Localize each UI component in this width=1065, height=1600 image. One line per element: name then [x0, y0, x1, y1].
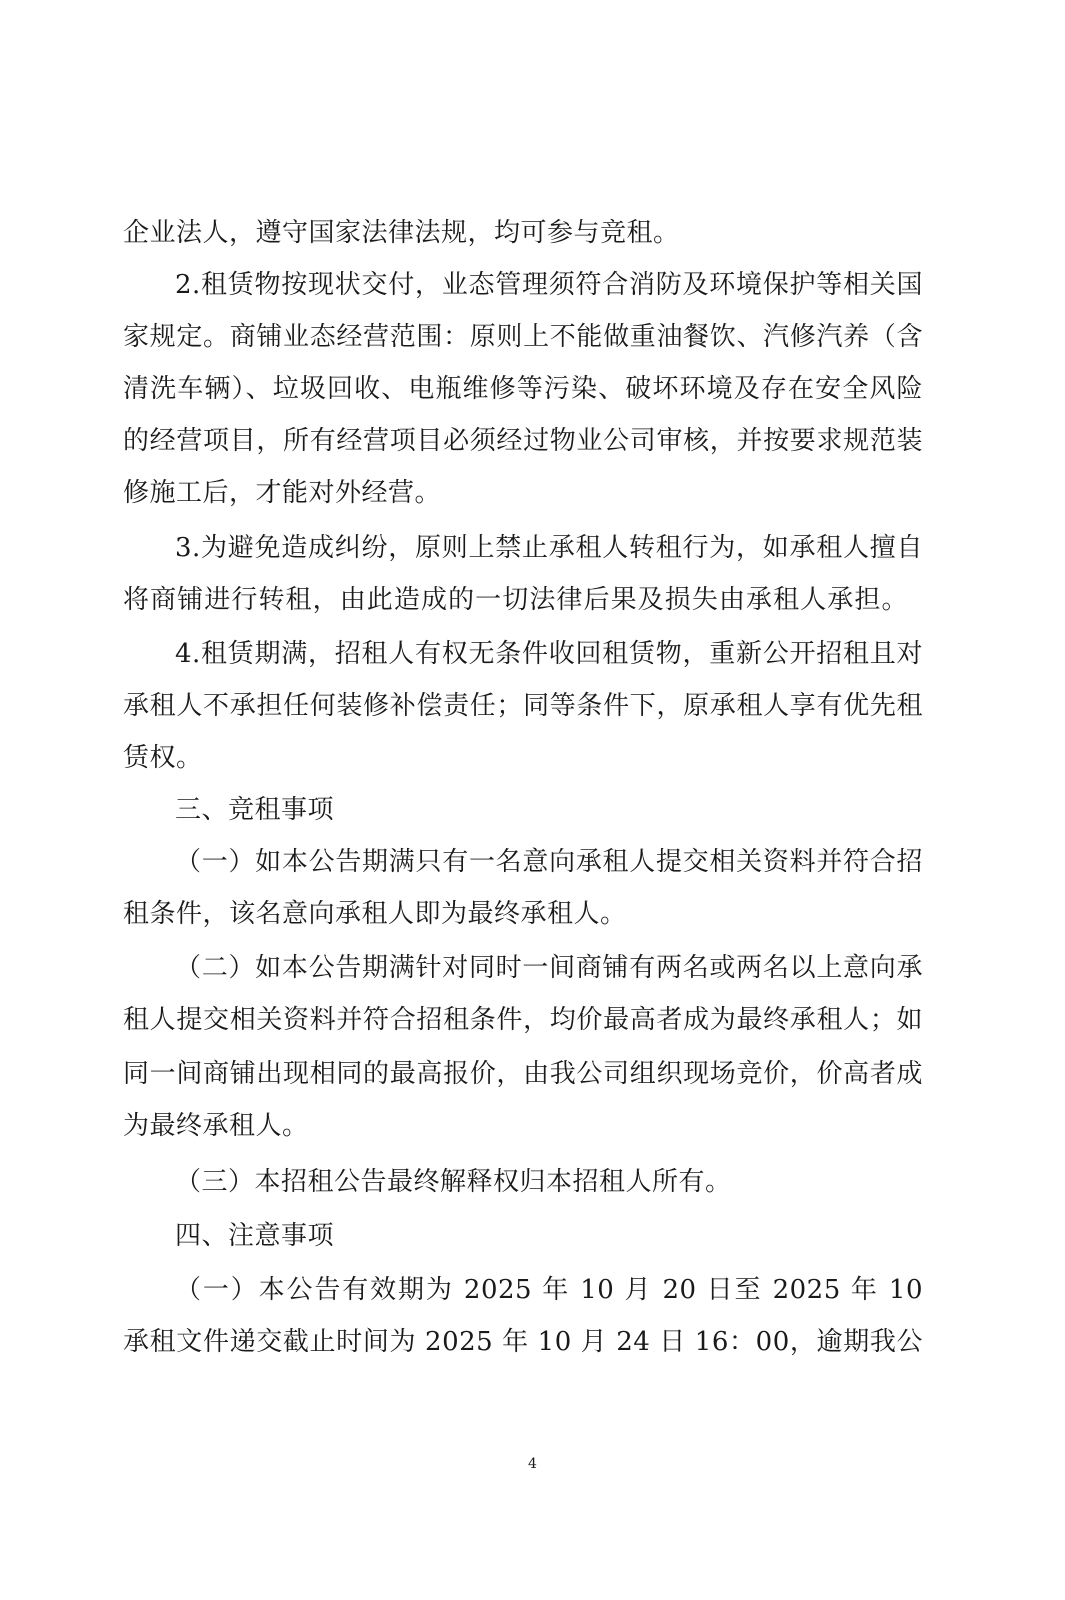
text-line: 修施工后，才能对外经营。 [123, 478, 442, 508]
text-line: 承租人不承担任何装修补偿责任；同等条件下，原承租人享有优先租 [123, 691, 923, 721]
page-number: 4 [528, 1456, 537, 1472]
text-line: 2.租赁物按现状交付，业态管理须符合消防及环境保护等相关国 [175, 270, 923, 300]
text-line: （二）如本公告期满针对同时一间商铺有两名或两名以上意向承 [175, 953, 923, 983]
text-line: （一）本公告有效期为 2025 年 10 月 20 日至 2025 年 10 [175, 1275, 923, 1305]
text-line: 4.租赁期满，招租人有权无条件收回租赁物，重新公开招租且对 [175, 639, 923, 669]
text-line: 将商铺进行转租，由此造成的一切法律后果及损失由承租人承担。 [123, 585, 908, 615]
text-line: （三）本招租公告最终解释权归本招租人所有。 [175, 1167, 732, 1197]
text-line: 同一间商铺出现相同的最高报价，由我公司组织现场竞价，价高者成 [123, 1059, 923, 1089]
text-line: （一）如本公告期满只有一名意向承租人提交相关资料并符合招 [175, 847, 923, 877]
text-line: 3.为避免造成纠纷，原则上禁止承租人转租行为，如承租人擅自 [175, 533, 923, 563]
text-line: 清洗车辆）、垃圾回收、电瓶维修等污染、破坏环境及存在安全风险 [123, 374, 923, 404]
text-line: 企业法人，遵守国家法律法规，均可参与竞租。 [123, 218, 680, 248]
text-line: 租条件，该名意向承租人即为最终承租人。 [123, 899, 627, 929]
section-heading: 四、注意事项 [175, 1221, 335, 1251]
text-line: 承租文件递交截止时间为 2025 年 10 月 24 日 16：00，逾期我公 [123, 1327, 923, 1357]
text-line: 的经营项目，所有经营项目必须经过物业公司审核，并按要求规范装 [123, 426, 923, 456]
text-line: 租人提交相关资料并符合招租条件，均价最高者成为最终承租人；如 [123, 1005, 923, 1035]
text-line: 家规定。商铺业态经营范围：原则上不能做重油餐饮、汽修汽养（含 [123, 322, 923, 352]
text-line: 为最终承租人。 [123, 1111, 309, 1141]
text-line: 赁权。 [123, 743, 203, 773]
section-heading: 三、竞租事项 [175, 795, 335, 825]
